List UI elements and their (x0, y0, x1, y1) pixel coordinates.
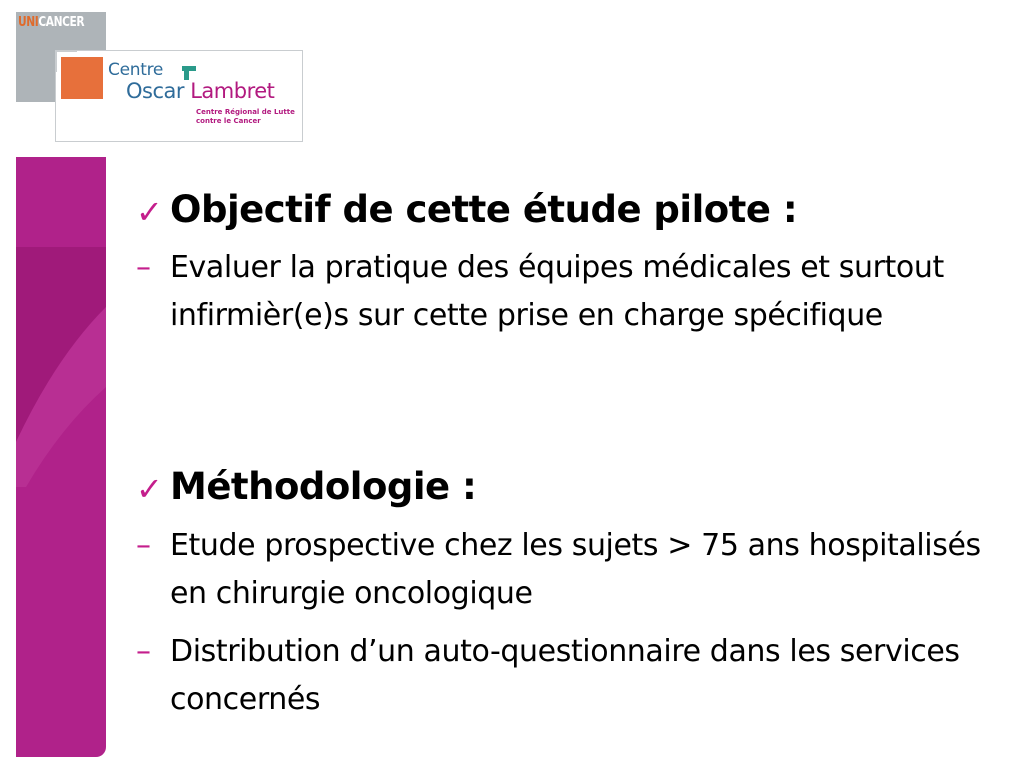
logo-orange-square (61, 57, 103, 99)
check-icon: ✓ (136, 470, 163, 508)
logo-centre-text: Centre (108, 60, 164, 80)
section-heading-objectif: Objectif de cette étude pilote : (170, 188, 798, 231)
check-icon: ✓ (136, 193, 163, 231)
band-swoosh-decoration (16, 157, 106, 757)
dash-bullet-icon: – (136, 634, 151, 669)
logo-subtitle: Centre Régional de Lutte contre le Cancer (196, 108, 295, 125)
logo-oscar-lambret-text: Oscar Lambret (126, 79, 275, 103)
dash-bullet-icon: – (136, 528, 151, 563)
dash-bullet-icon: – (136, 250, 151, 285)
logo-arrow-icon (182, 66, 196, 80)
unicancer-wordmark: UNICANCER (18, 15, 85, 30)
decorative-side-band (16, 157, 106, 757)
section-heading-methodologie: Méthodologie : (170, 465, 477, 508)
